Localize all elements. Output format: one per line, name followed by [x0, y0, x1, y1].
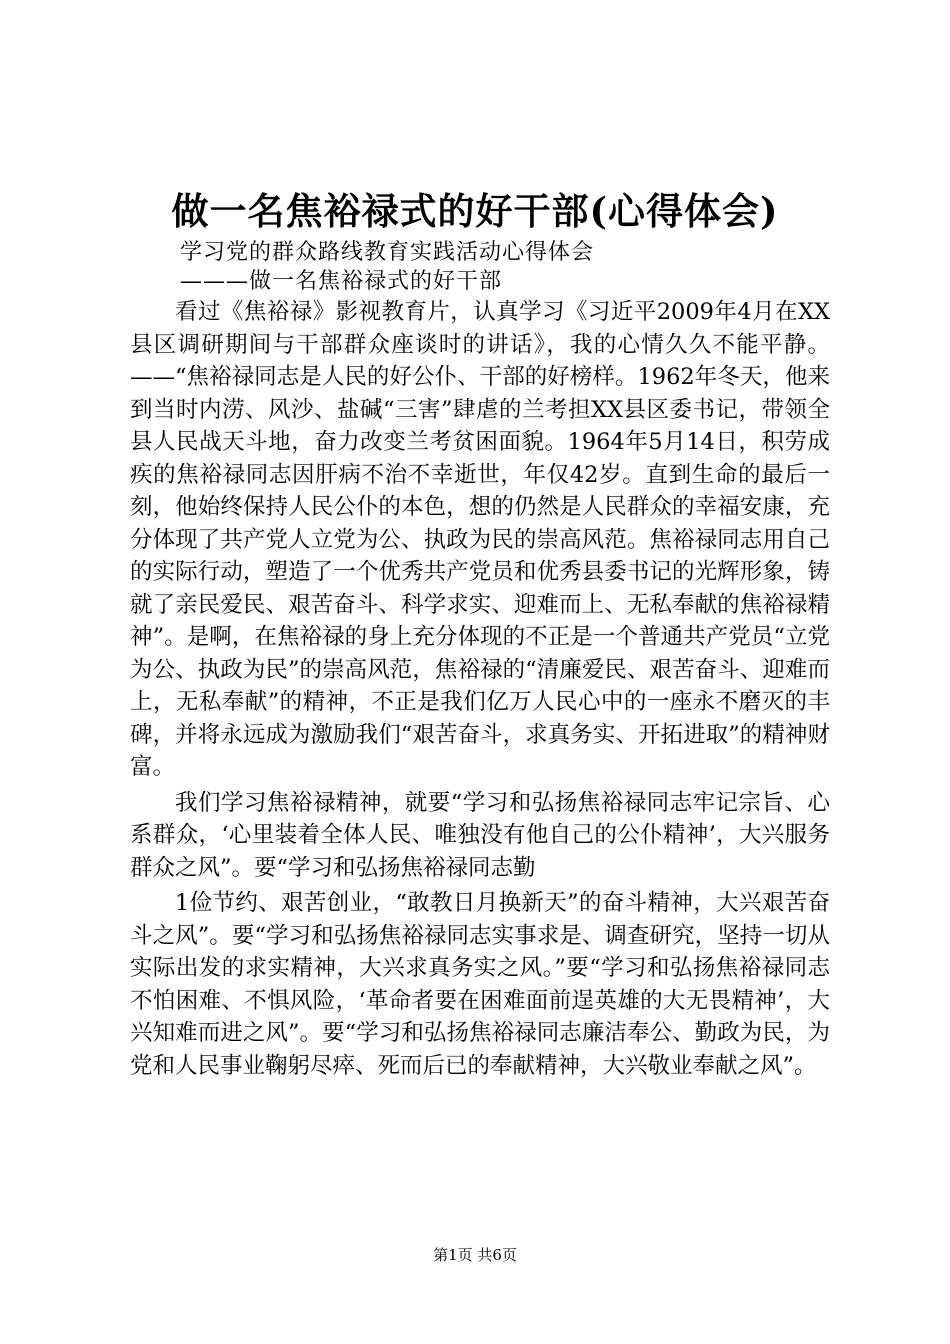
subtitle-2: ———做一名焦裕禄式的好干部 — [180, 269, 503, 294]
paragraph: 1俭节约、艰苦创业，“敢教日月换新天”的奋斗精神，大兴艰苦奋斗之风”。要“学习和弘扬焦裕禄同志实事求是、调查研究，坚持一切从实际出发的求实精神，大兴求真务实之风。”要“学习和弘扬焦裕禄同志不怕困难、不惧风险，‘革命者要在困难面前逞英雄的大无畏精神’，大兴知难而进之风”。要“学习和弘扬焦裕禄同志廉洁奉公、勤政为民，为党和人民事业鞠躬尽瘁、死而后已的奉献精神，大兴敬业奉献之风”。 — [130, 890, 830, 1079]
subtitle-1: 学习党的群众路线教育实践活动心得体会 — [180, 240, 595, 265]
paragraph: 我们学习焦裕禄精神，就要“学习和弘扬焦裕禄同志牢记宗旨、心系群众，‘心里装着全体人民、唯独没有他自己的公仆精神’，大兴服务群众之风”。要“学习和弘扬焦裕禄同志勤 — [130, 789, 830, 881]
paragraph: 看过《焦裕禄》影视教育片，认真学习《习近平2009年4月在XX县区调研期间与干部群众座谈时的讲话》，我的心情久久不能平静。——“焦裕禄同志是人民的好公仆、干部的好榜样。1962年冬天，他来到当时内涝、风沙、盐碱“三害”肆虐的兰考担XX县区委书记，带领全县人民战天斗地，奋力改变兰考贫困面貌。1964年5月14日，积劳成疾的焦裕禄同志因肝病不治不幸逝世，年仅42岁。直到生命的最后一刻，他始终保持人民公仆的本色，想的仍然是人民群众的幸福安康，充分体现了共产党人立党为公、执政为民的崇高风范。焦裕禄同志用自己的实际行动，塑造了一个优秀共产党员和优秀县委书记的光辉形象，铸就了亲民爱民、艰苦奋斗、科学求实、迎难而上、无私奉献的焦裕禄精神”。是啊，在焦裕禄的身上充分体现的不正是一个普通共产党员“立党为公、执政为民”的崇高风范，焦裕禄的“清廉爱民、艰苦奋斗、迎难而上，无私奉献”的精神，不正是我们亿万人民心中的一座永不磨灭的丰碑，并将永远成为激励我们“艰苦奋斗，求真务实、开拓进取”的精神财富。 — [130, 299, 830, 780]
document-body — [130, 296, 830, 1085]
page-footer: 第1页 共6页 — [433, 1246, 517, 1264]
document-title: 做一名焦裕禄式的好干部(心得体会) — [171, 189, 779, 233]
